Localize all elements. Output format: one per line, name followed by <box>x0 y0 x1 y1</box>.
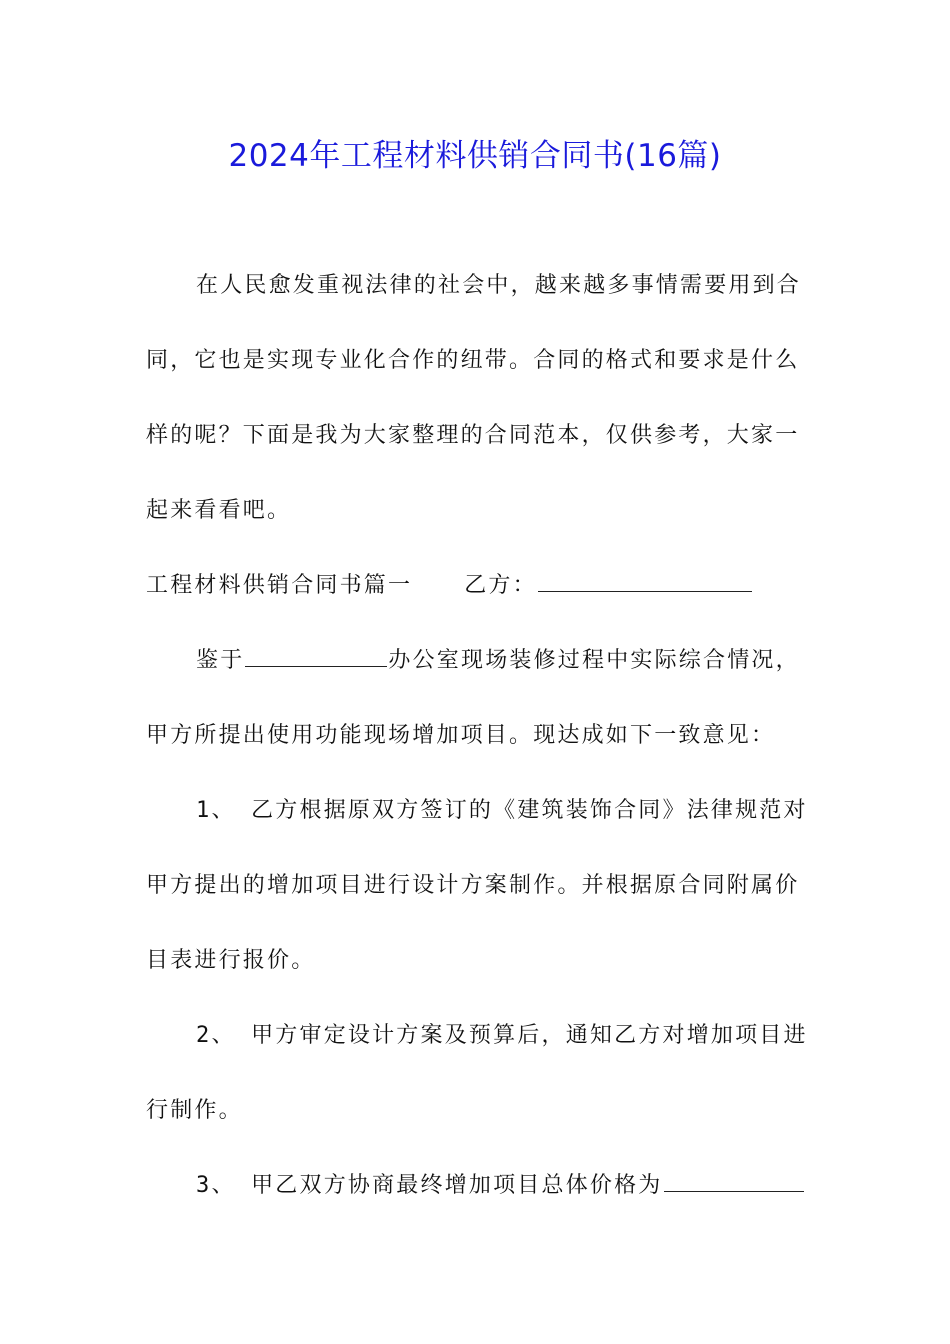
item2-line-1: 2、 甲方审定设计方案及预算后，通知乙方对增加项目进 <box>196 1023 808 1048</box>
item1-line-2: 甲方提出的增加项目进行设计方案制作。并根据原合同附属价 <box>146 873 800 898</box>
document-title: 2024年工程材料供销合同书(16篇) <box>228 138 722 174</box>
item3-line-1 <box>196 1171 805 1201</box>
whereas-line-2: 甲方所提出使用功能现场增加项目。现达成如下一致意见： <box>146 723 776 748</box>
intro-line-3: 样的呢？下面是我为大家整理的合同范本，仅供参考，大家一 <box>146 423 800 448</box>
item3-text: 3、 甲乙双方协商最终增加项目总体价格为 <box>196 1173 663 1198</box>
price-blank <box>664 1171 804 1192</box>
party-b-blank <box>538 571 752 592</box>
intro-line-2: 同，它也是实现专业化合作的纽带。合同的格式和要求是什么 <box>146 348 800 373</box>
whereas-blank <box>245 646 387 667</box>
intro-line-4: 起来看看吧。 <box>146 498 292 523</box>
intro-line-1: 在人民愈发重视法律的社会中，越来越多事情需要用到合 <box>196 273 802 298</box>
whereas-suffix: 办公室现场装修过程中实际综合情况， <box>388 648 800 673</box>
section-heading-row <box>146 571 753 601</box>
item1-line-1: 1、 乙方根据原双方签订的《建筑装饰合同》法律规范对 <box>196 798 808 823</box>
party-b-label: 乙方： <box>464 573 537 598</box>
section-heading: 工程材料供销合同书篇一 <box>146 573 413 598</box>
item2-line-2: 行制作。 <box>146 1098 243 1123</box>
whereas-prefix: 鉴于 <box>196 648 245 673</box>
whereas-line-1 <box>196 646 800 676</box>
item1-line-3: 目表进行报价。 <box>146 948 316 973</box>
